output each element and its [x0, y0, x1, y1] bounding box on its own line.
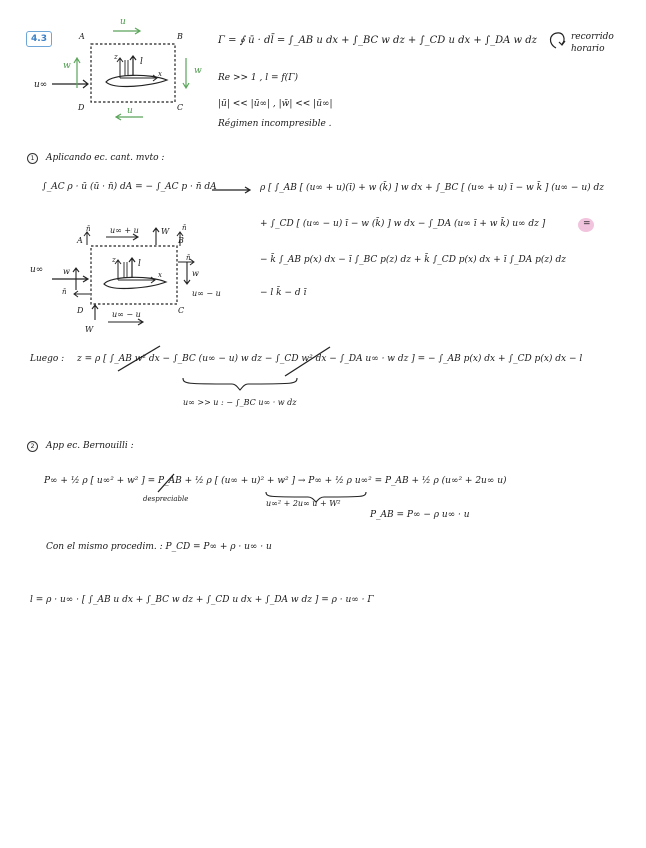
momentum-rhs-line2: + ∫_CD [ (u∞ − u) ī − w (k̄) ] w dx − ∫_DA (u∞ ī + w k̄) u∞ dz ] [260, 219, 546, 229]
d1-lift-label: l [140, 57, 143, 67]
cancel-stroke-cd [285, 347, 330, 376]
d2-lift-label: l [138, 259, 141, 269]
d1-small-arrows [125, 60, 128, 76]
d2-top-arrow [106, 234, 138, 240]
expansion-note: u∞² + 2u∞ u + W² [266, 499, 341, 508]
d2-corner-d: D [77, 306, 84, 315]
despreciable-note: despreciable [143, 495, 189, 503]
cancel-stroke-w2 [158, 474, 174, 492]
d2-control-box [91, 246, 177, 304]
section1-title: Aplicando ec. cant. mvto : [46, 153, 165, 163]
d2-normal-right: n̄ [186, 254, 191, 262]
lift-result: l = ρ · u∞ · [ ∫_AB u dx + ∫_BC w dz + ∫_CD u dx + ∫_DA w dz ] = ρ · u∞ · Γ [30, 595, 374, 605]
d2-w-top-arrow [153, 228, 159, 245]
d2-n-top-left [84, 232, 90, 245]
momentum-rhs-equals: = [583, 219, 591, 229]
d1-airfoil [106, 75, 167, 86]
d2-corner-b: B [178, 236, 184, 245]
d2-u-inf-arrow [52, 276, 88, 282]
d1-top-arrow [113, 28, 140, 34]
d2-normal-top-left: n̄ [86, 225, 91, 233]
orientation-note-line2: horario [571, 44, 605, 54]
bernoulli-equation: P∞ + ½ ρ [ u∞² + w² ] = P_AB + ½ ρ [ (u∞ + u)² + w² ] → P∞ + ½ ρ u∞² = P_AB + ½ ρ (u∞² + 2u∞ u) [44, 476, 507, 486]
d1-z-axis-label: z [114, 53, 118, 61]
d1-u-inf-arrow [52, 80, 88, 88]
d1-u-top: u [120, 17, 126, 27]
d2-w-top: W [161, 227, 170, 236]
circulation-equation: Γ = ∮ ū · dl̄ = ∫_AB u dx + ∫_BC w dz + ∫_CD u dx + ∫_DA w dz [218, 35, 537, 46]
cancel-stroke-ab [118, 346, 160, 371]
d2-top-velocity: u∞ + u [110, 226, 139, 235]
pressure-cd: Con el mismo procedim. : P_CD = P∞ + ρ · u∞ · u [46, 542, 272, 552]
d1-w-right: w [194, 66, 202, 76]
d2-w-right-arrow [184, 262, 190, 284]
problem-tag: 4.3 [26, 31, 52, 47]
hypothesis-small-perturbation: |ū| << |ū∞| , |w̄| << |ū∞| [218, 99, 333, 109]
d2-bottom-arrow [108, 319, 143, 325]
d2-w-bottom-arrow [92, 305, 98, 320]
momentum-rhs-line3: − k̄ ∫_AB p(x) dx − ī ∫_BC p(z) dz + k̄ ∫_CD p(x) dx + ī ∫_DA p(z) dz [260, 255, 566, 265]
d2-airfoil [104, 277, 166, 288]
luego-note: u∞ >> u : − ∫_BC u∞ · w dz [183, 398, 297, 407]
d1-bottom-arrow [116, 114, 143, 120]
implication-arrow [212, 187, 250, 193]
d1-corner-c: C [177, 103, 184, 112]
orientation-note-line1: recorrido [571, 32, 614, 42]
momentum-rhs-line4: − l k̄ − d ī [260, 288, 307, 298]
d2-u-infinity: u∞ [30, 265, 44, 275]
d1-w-left: w [63, 61, 71, 71]
d2-lift-arrow [129, 258, 135, 278]
d2-right-velocity: u∞ − u [192, 289, 221, 298]
d2-z-axis-label: z [112, 256, 116, 264]
d1-u-bottom: u [127, 106, 133, 116]
d1-axes [117, 58, 157, 81]
d2-w-left: w [63, 267, 70, 276]
d2-corner-a: A [77, 236, 83, 245]
d2-n-right [178, 259, 194, 265]
section1-bullet: 1 [27, 153, 38, 164]
d2-small-arrows [124, 262, 127, 278]
d1-corner-d: D [78, 103, 85, 112]
section2-bullet: 2 [27, 441, 38, 452]
d2-w-right: w [192, 269, 199, 278]
pressure-ab: P_AB = P∞ − ρ u∞ · u [370, 510, 470, 520]
luego-equation: z = ρ [ ∫_AB w² dx − ∫_BC (u∞ − u) w dz − ∫_CD w² dx − ∫_DA u∞ · w dz ] = − ∫_AB p(x) dx + ∫_CD p(x) dx − l [77, 354, 583, 364]
d2-axes [115, 260, 155, 283]
d1-right-arrow [183, 58, 189, 88]
d1-u-infinity: u∞ [34, 80, 48, 90]
d2-corner-c: C [178, 306, 185, 315]
d1-lift-arrow [130, 56, 136, 76]
d2-x-axis-label: x [158, 271, 162, 279]
hypothesis-reynolds: Re >> 1 , l = f(Γ) [218, 73, 298, 83]
d1-x-axis-label: x [158, 70, 162, 78]
luego-label: Luego : [30, 354, 65, 364]
momentum-lhs: ∫_AC ρ · ū (ū · n̄) dA = − ∫_AC p · n̄ dA [42, 182, 217, 192]
d2-normal-left: n̄ [62, 288, 67, 296]
d1-corner-b: B [177, 32, 183, 41]
section2-title: App ec. Bernouilli : [46, 441, 134, 451]
d2-normal-top-right: n̄ [182, 224, 187, 232]
d1-corner-a: A [79, 32, 85, 41]
underbrace-bc [183, 378, 297, 390]
d2-bottom-velocity: u∞ − u [112, 310, 141, 319]
momentum-rhs-line1: ρ [ ∫_AB [ (u∞ + u)(ī) + w (k̄) ] w dx + ∫_BC [ (u∞ + u) ī − w k̄ ] (u∞ − u) dz [260, 183, 604, 193]
hypothesis-incompressible: Régimen incompresible . [218, 119, 332, 129]
d2-n-left [74, 291, 90, 297]
d2-n-top-right [177, 232, 183, 246]
underbrace-expansion [266, 492, 366, 502]
d2-w-bottom: W [85, 325, 94, 334]
